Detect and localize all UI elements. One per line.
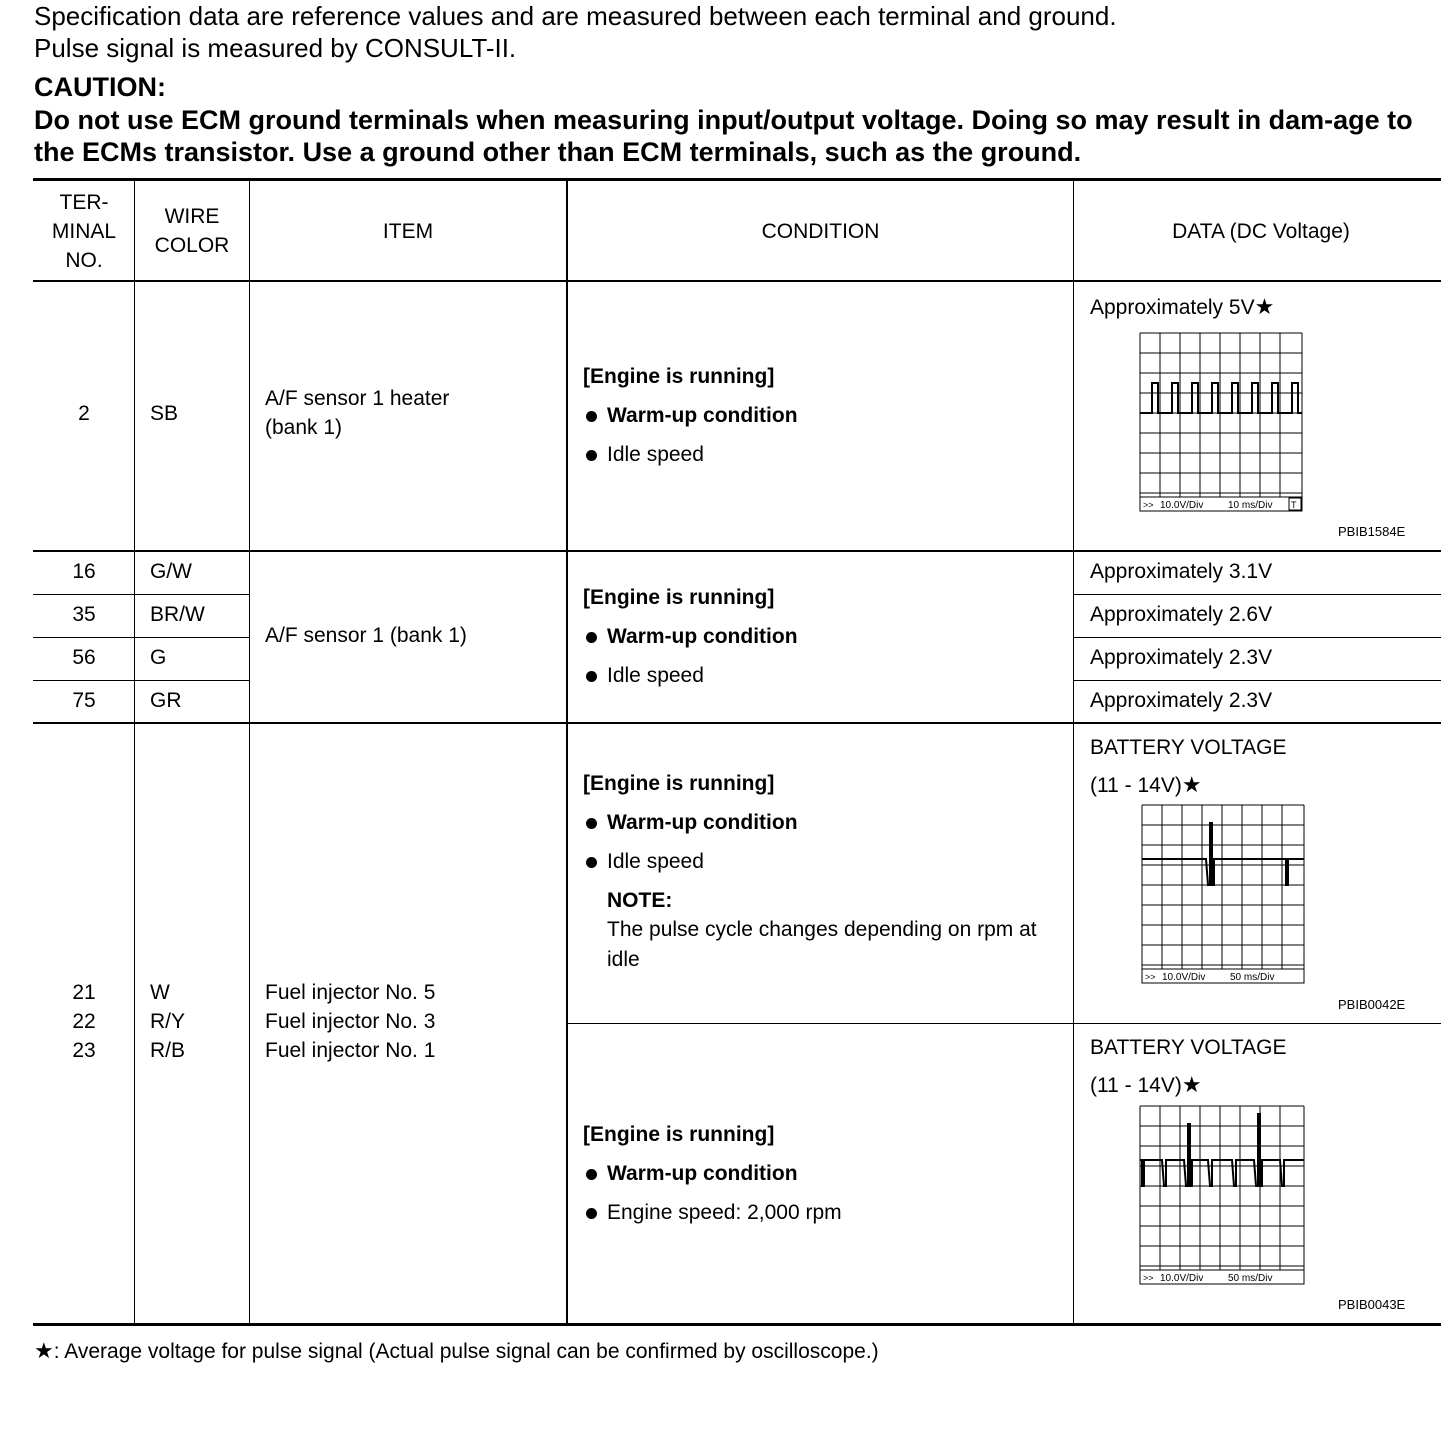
row1-scope-volt: 10.0V/Div [1160, 500, 1204, 511]
row2-wire-3: G [150, 646, 167, 669]
row2-data-4: Approximately 2.3V [1090, 689, 1273, 712]
col-divider-2 [249, 180, 250, 1324]
row3-wires [150, 978, 185, 1065]
row2-cond-bullet1: Warm-up condition [583, 622, 1063, 651]
row3b-figure-code: PBIB0043E [1338, 1297, 1406, 1312]
oscilloscope-waveform-injector-idle [1140, 803, 1306, 985]
row3b-scope-volt: 10.0V/Div [1160, 1273, 1204, 1284]
row2-terminal-2: 35 [72, 603, 96, 626]
row3a-cond-bullet2: Idle speed [583, 847, 1068, 876]
header-wire-line1: WIRE [164, 205, 220, 228]
row3-split-border [567, 1023, 1441, 1024]
star-icon: ★ [1181, 1072, 1202, 1097]
row3a-cond-bullet1: Warm-up condition [583, 808, 1068, 837]
row2-condition [583, 583, 1063, 700]
row2-cond-title: [Engine is running] [583, 586, 775, 609]
row3b-cond-bullet2: Engine speed: 2,000 rpm [583, 1198, 1068, 1227]
row3-terminals [34, 978, 134, 1065]
row2-data-1: Approximately 3.1V [1090, 560, 1273, 583]
col-divider-4 [1073, 180, 1074, 1324]
row2-data-2: Approximately 2.6V [1090, 603, 1273, 626]
row1-data [1090, 292, 1274, 322]
row1-cond-bullet1: Warm-up condition [583, 401, 1063, 430]
header-wire-line2: COLOR [154, 234, 230, 257]
row1-item-line2: (bank 1) [265, 416, 343, 439]
row3a-scope-volt: 10.0V/Div [1162, 972, 1206, 983]
svg-text:>>: >> [1145, 972, 1156, 982]
row2-sub-border [1074, 680, 1441, 681]
row2-wire-1: G/W [150, 560, 192, 583]
row2-sub-border [1074, 594, 1441, 595]
caution-text: Do not use ECM ground terminals when measuring input/output voltage. Doing so may result in dam-age to the ECMs transistor. Use a ground other than ECM terminals, such as the ground. [34, 105, 1413, 167]
row1-scope-time: 10 ms/Div [1228, 500, 1273, 511]
row3-terminal-3: 23 [72, 1039, 96, 1062]
row1-wire: SB [150, 402, 179, 425]
row3-item-1: Fuel injector No. 5 [265, 981, 436, 1004]
footnote-text: : Average voltage for pulse signal (Actual pulse signal can be confirmed by oscilloscope.) [53, 1340, 879, 1363]
row1-cond-title: [Engine is running] [583, 365, 775, 388]
header-condition: CONDITION [761, 219, 880, 243]
row2-terminal-4: 75 [72, 689, 96, 712]
row3b-scope-time: 50 ms/Div [1228, 1273, 1273, 1284]
row1-terminal: 2 [78, 402, 90, 425]
star-icon: ★ [34, 1338, 54, 1363]
row3-data-a [1090, 729, 1286, 804]
caution-heading: CAUTION: [34, 72, 166, 102]
col-divider-3 [566, 180, 568, 1324]
star-icon: ★ [1254, 294, 1275, 319]
col-divider-1 [134, 180, 135, 1324]
header-terminal-line2: MINAL [51, 219, 117, 243]
table-top-border [33, 178, 1441, 181]
row3-terminal-1: 21 [72, 981, 96, 1004]
row2-wire-2: BR/W [150, 603, 205, 626]
row1-cond-bullet2: Idle speed [583, 440, 1063, 469]
header-data: DATA (DC Voltage) [1172, 219, 1350, 243]
row3b-data-line2: (11 - 14V) [1090, 1074, 1182, 1097]
row3a-data-line1: BATTERY VOLTAGE [1090, 736, 1287, 759]
header-item: ITEM [382, 219, 434, 243]
svg-text:>>: >> [1143, 500, 1154, 510]
row3a-note-text: The pulse cycle changes depending on rpm at idle [607, 918, 1037, 971]
row3-wire-1: W [150, 981, 170, 1004]
intro-text [34, 0, 1117, 64]
row3-item-2: Fuel injector No. 3 [265, 1010, 436, 1033]
row3a-note-title: NOTE: [607, 889, 673, 912]
row3-wire-3: R/B [150, 1039, 186, 1062]
row3-condition-a [583, 769, 1068, 975]
row3-wire-2: R/Y [150, 1010, 186, 1033]
row2-sub-border [33, 594, 249, 595]
header-terminal-line1: TER- [59, 190, 109, 214]
row2-terminal-1: 16 [72, 560, 96, 583]
row3-data-b [1090, 1029, 1286, 1104]
row1-scope-mark: T [1291, 500, 1297, 510]
row2-sub-border [33, 637, 249, 638]
oscilloscope-waveform-pulse [1138, 331, 1304, 513]
row3-items [265, 978, 435, 1065]
header-bottom-border [33, 280, 1441, 282]
oscilloscope-waveform-injector-2000rpm [1138, 1104, 1306, 1286]
row1-item-line1: A/F sensor 1 heater [265, 387, 450, 410]
row2-wire-4: GR [150, 689, 182, 712]
row3b-cond-title: [Engine is running] [583, 1123, 775, 1146]
intro-line-2: Pulse signal is measured by CONSULT-II. [34, 33, 517, 63]
svg-text:>>: >> [1143, 1273, 1154, 1283]
header-wire-color [135, 182, 249, 280]
row2-item: A/F sensor 1 (bank 1) [265, 624, 467, 647]
row3b-cond-bullet1: Warm-up condition [583, 1159, 1068, 1188]
row3-item-3: Fuel injector No. 1 [265, 1039, 436, 1062]
row2-terminal-3: 56 [72, 646, 96, 669]
row2-bottom-border [33, 722, 1441, 724]
row1-data-text: Approximately 5V [1090, 296, 1255, 319]
row3-terminal-2: 22 [72, 1010, 96, 1033]
row1-item [265, 384, 449, 442]
row2-cond-bullet2: Idle speed [583, 661, 1063, 690]
row2-sub-border [1074, 637, 1441, 638]
row1-condition [583, 362, 1063, 479]
table-bottom-border [33, 1323, 1441, 1326]
intro-line-1: Specification data are reference values and are measured between each terminal and ground. [34, 1, 1117, 31]
row3a-data-line2: (11 - 14V) [1090, 774, 1182, 797]
row3a-scope-time: 50 ms/Div [1230, 972, 1275, 983]
row3-condition-b [583, 1120, 1068, 1237]
row2-sub-border [33, 680, 249, 681]
header-terminal-line3: NO. [65, 248, 103, 272]
row3a-cond-title: [Engine is running] [583, 772, 775, 795]
star-icon: ★ [1181, 772, 1202, 797]
footnote [34, 1338, 879, 1364]
row2-data-3: Approximately 2.3V [1090, 646, 1273, 669]
row1-bottom-border [33, 550, 1441, 552]
row1-figure-code: PBIB1584E [1338, 524, 1406, 539]
header-terminal [34, 182, 134, 280]
row3b-data-line1: BATTERY VOLTAGE [1090, 1036, 1287, 1059]
row3a-figure-code: PBIB0042E [1338, 997, 1406, 1012]
